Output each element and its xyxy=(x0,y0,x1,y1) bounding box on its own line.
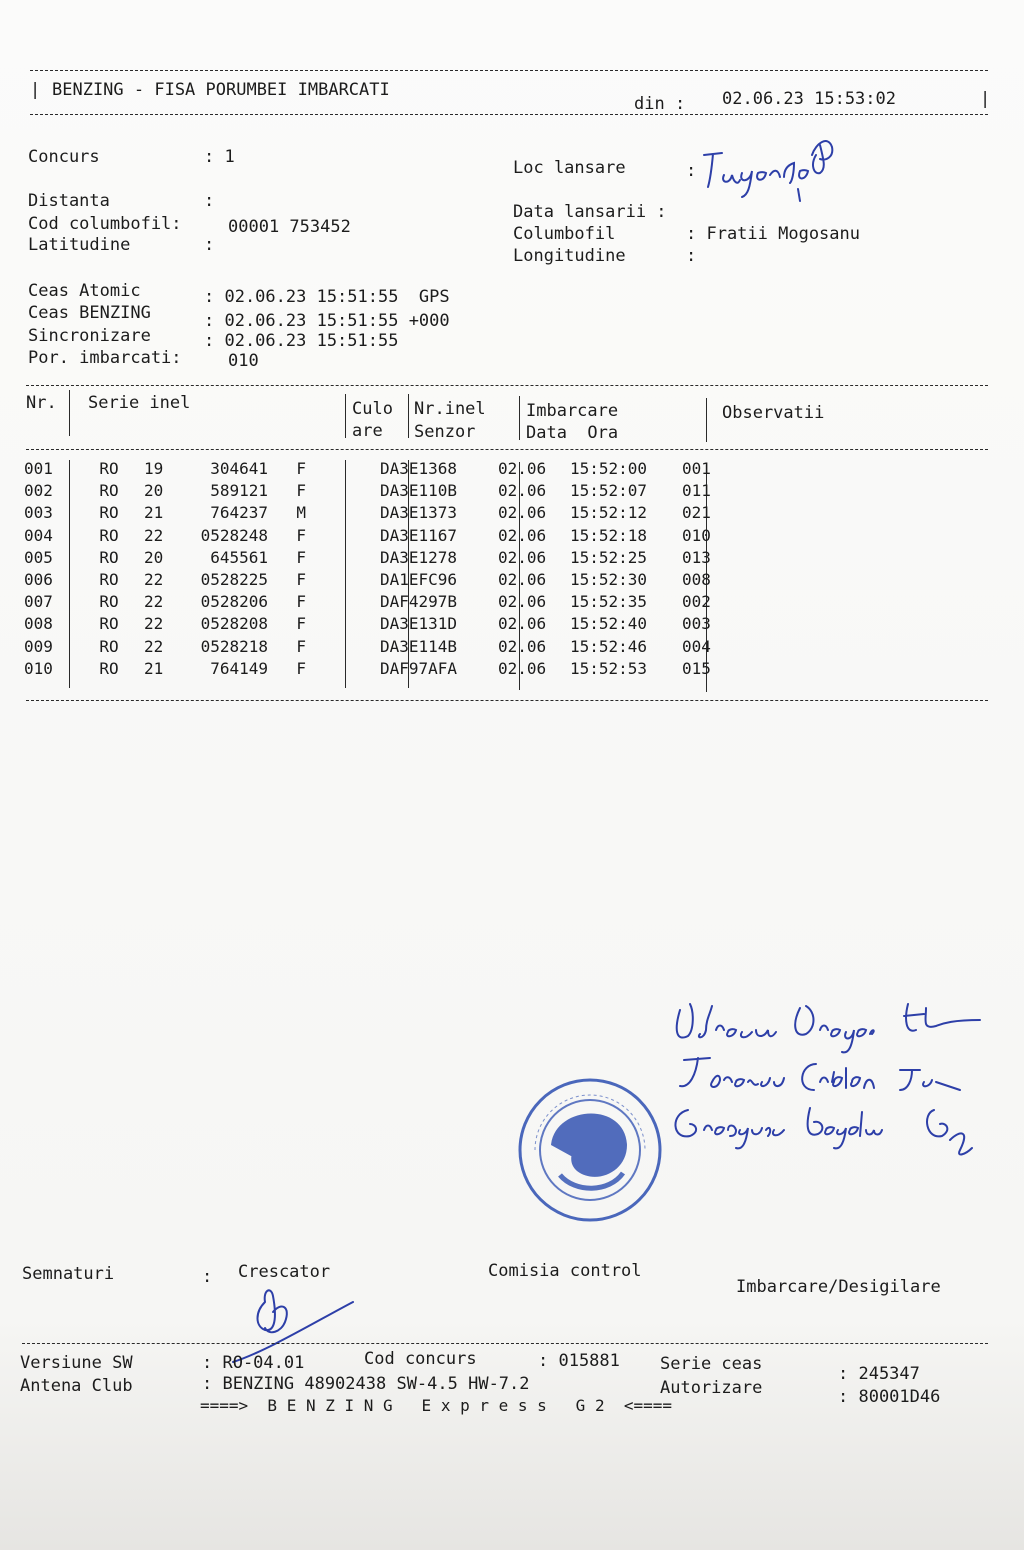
autorizare-value: : 80001D46 xyxy=(838,1387,941,1407)
cell-inel: 645561 xyxy=(210,547,268,567)
cell-senzor: DA3E131D xyxy=(380,614,458,634)
sincronizare-label: Sincronizare xyxy=(28,326,151,346)
cell-data: 02.06 xyxy=(498,614,547,634)
cell-an: 22 xyxy=(144,636,164,656)
cell-tara: RO xyxy=(99,592,119,612)
cell-tara: RO xyxy=(99,481,119,501)
imbarcare-desigilare-label: Imbarcare/Desigilare xyxy=(736,1277,941,1297)
cell-nr: 005 xyxy=(24,547,53,567)
cell-nr: 007 xyxy=(24,592,53,612)
comisia-label: Comisia control xyxy=(488,1261,642,1281)
cell-sex: F xyxy=(296,658,306,678)
cell-an: 22 xyxy=(144,614,164,634)
cell-ora: 15:52:35 xyxy=(570,592,648,612)
concurs-value: : 1 xyxy=(204,147,235,167)
table-top-rule xyxy=(26,385,988,386)
express-banner: ====> B E N Z I N G E x p r e s s G 2 <==== xyxy=(200,1396,673,1415)
cell-culoare xyxy=(306,458,368,480)
col-header-imbarcare: Imbarcare xyxy=(526,401,619,421)
table-row xyxy=(24,636,742,658)
cell-culoare xyxy=(306,480,368,502)
columbofil-label: Columbofil xyxy=(513,224,616,244)
table-row xyxy=(24,547,742,569)
cell-data: 02.06 xyxy=(498,481,547,501)
cell-nr: 001 xyxy=(24,459,53,478)
cell-ora: 15:52:07 xyxy=(570,481,648,501)
cell-inel: 0528225 xyxy=(200,570,268,590)
cell-tara: RO xyxy=(99,503,119,523)
cell-data: 02.06 xyxy=(498,636,547,656)
doc-title: BENZING - FISA PORUMBEI IMBARCATI xyxy=(52,80,390,100)
cell-nr: 009 xyxy=(24,636,53,656)
cell-tara: RO xyxy=(99,570,119,590)
cell-ora: 15:52:00 xyxy=(570,459,648,478)
col-sep-5 xyxy=(706,398,707,442)
cell-senzor: DA3E114B xyxy=(380,636,458,656)
semnaturi-label: Semnaturi xyxy=(22,1264,115,1284)
serie-ceas-label: Serie ceas xyxy=(660,1354,763,1374)
cod-columbofil-label: Cod columbofil: xyxy=(28,214,182,234)
header-bottom-rule xyxy=(30,114,988,115)
col-header-serie: Serie inel xyxy=(88,393,191,413)
club-stamp xyxy=(515,1075,665,1225)
cell-obs: 021 xyxy=(682,503,711,523)
loc-lansare-value: : xyxy=(686,161,697,181)
col-header-culoare-2: are xyxy=(352,421,383,441)
distanta-value: : xyxy=(204,191,215,211)
col-header-nrinel-2: Senzor xyxy=(414,422,476,442)
cell-senzor: DA3E1373 xyxy=(380,503,458,523)
cell-ora: 15:52:18 xyxy=(570,525,648,545)
antena-value: : BENZING 48902438 SW-4.5 HW-7.2 xyxy=(202,1374,530,1394)
cell-sex: M xyxy=(296,503,306,523)
cell-obs: 013 xyxy=(682,547,711,567)
cell-data: 02.06 xyxy=(498,503,547,523)
cell-culoare xyxy=(306,569,368,591)
cell-ora: 15:52:30 xyxy=(570,570,648,590)
cell-senzor: DA1EFC96 xyxy=(380,570,458,590)
header-top-rule xyxy=(30,70,988,71)
cell-nr: 008 xyxy=(24,614,53,634)
cell-an: 20 xyxy=(144,481,164,501)
cell-ora: 15:52:25 xyxy=(570,547,648,567)
cell-ora: 15:52:40 xyxy=(570,614,648,634)
cell-tara: RO xyxy=(99,658,119,678)
cell-inel: 0528218 xyxy=(200,636,268,656)
cell-nr: 010 xyxy=(24,658,53,678)
versiune-label: Versiune SW xyxy=(20,1353,133,1373)
cell-an: 21 xyxy=(144,503,164,523)
col-sep-3 xyxy=(408,394,409,438)
cell-inel: 764149 xyxy=(210,658,268,678)
col-header-culoare-1: Culo xyxy=(352,399,393,419)
cod-concurs-value: : 015881 xyxy=(538,1351,620,1371)
col-header-data-ora: Data Ora xyxy=(526,423,619,443)
header-right-bar: | xyxy=(980,89,991,109)
loc-handwriting xyxy=(698,125,848,205)
table-row xyxy=(24,569,742,591)
pigeon-table xyxy=(24,458,742,680)
table-row xyxy=(24,480,742,502)
cell-sex: F xyxy=(296,481,306,501)
cell-sex: F xyxy=(296,592,306,612)
semnaturi-colon: : xyxy=(202,1267,213,1287)
col-header-nrinel-1: Nr.inel xyxy=(414,399,486,419)
longitudine-label: Longitudine xyxy=(513,246,626,266)
din-label: din : xyxy=(634,94,686,114)
distanta-label: Distanta xyxy=(28,191,110,211)
ceas-benzing-label: Ceas BENZING xyxy=(28,303,151,323)
cell-data: 02.06 xyxy=(498,459,547,478)
cell-ora: 15:52:46 xyxy=(570,636,648,656)
table-row xyxy=(24,525,742,547)
table-bottom-rule xyxy=(26,700,988,701)
table-header-bottom-rule xyxy=(26,449,988,450)
table-row xyxy=(24,613,742,635)
cell-nr: 006 xyxy=(24,570,53,590)
cell-senzor: DA3E1278 xyxy=(380,547,458,567)
cell-obs: 003 xyxy=(682,614,711,634)
cell-sex: F xyxy=(296,614,306,634)
cell-ora: 15:52:12 xyxy=(570,503,648,523)
cell-inel: 304641 xyxy=(210,459,268,478)
cell-data: 02.06 xyxy=(498,592,547,612)
cell-obs: 002 xyxy=(682,592,711,612)
cell-an: 21 xyxy=(144,658,164,678)
cod-concurs-label: Cod concurs xyxy=(364,1349,477,1369)
latitudine-value: : xyxy=(204,235,215,255)
cell-sex: F xyxy=(296,459,306,478)
cell-obs: 004 xyxy=(682,636,711,656)
cell-nr: 004 xyxy=(24,525,53,545)
por-imbarcati-value: 010 xyxy=(228,351,259,371)
header-left-bar: | xyxy=(30,80,41,100)
col-header-observatii: Observatii xyxy=(722,403,825,423)
ceas-benzing-value: : 02.06.23 15:51:55 +000 xyxy=(204,311,450,331)
cell-senzor: DAF97AFA xyxy=(380,658,458,678)
cell-inel: 0528206 xyxy=(200,592,268,612)
ceas-atomic-value: : 02.06.23 15:51:55 GPS xyxy=(204,287,450,307)
cell-tara: RO xyxy=(99,547,119,567)
cell-data: 02.06 xyxy=(498,525,547,545)
col-sep-1 xyxy=(69,390,70,436)
cell-obs: 010 xyxy=(682,525,711,545)
col-sep-2 xyxy=(345,394,346,438)
cell-data: 02.06 xyxy=(498,570,547,590)
cell-culoare xyxy=(306,613,368,635)
concurs-label: Concurs xyxy=(28,147,100,167)
cell-nr: 003 xyxy=(24,503,53,523)
cell-senzor: DAF4297B xyxy=(380,592,458,612)
cell-data: 02.06 xyxy=(498,547,547,567)
loc-lansare-label: Loc lansare xyxy=(513,158,626,178)
columbofil-value: : Fratii Mogosanu xyxy=(686,224,860,244)
ceas-atomic-label: Ceas Atomic xyxy=(28,281,141,301)
cell-culoare xyxy=(306,591,368,613)
cell-culoare xyxy=(306,502,368,524)
cell-obs: 008 xyxy=(682,570,711,590)
serie-ceas-value: : 245347 xyxy=(838,1364,920,1384)
cell-culoare xyxy=(306,636,368,658)
cell-tara: RO xyxy=(99,459,119,478)
antena-label: Antena Club xyxy=(20,1376,133,1396)
col-sep-4 xyxy=(519,396,520,440)
cell-tara: RO xyxy=(99,525,119,545)
cell-an: 19 xyxy=(144,459,164,478)
longitudine-value: : xyxy=(686,246,697,266)
col-header-nr: Nr. xyxy=(26,393,57,413)
cell-an: 22 xyxy=(144,570,164,590)
footer-rule xyxy=(22,1343,988,1344)
crescator-label: Crescator xyxy=(238,1262,331,1282)
por-imbarcati-label: Por. imbarcati: xyxy=(28,348,182,368)
cell-senzor: DA3E1167 xyxy=(380,525,458,545)
cell-inel: 764237 xyxy=(210,503,268,523)
cell-an: 22 xyxy=(144,592,164,612)
cell-an: 20 xyxy=(144,547,164,567)
cell-data: 02.06 xyxy=(498,658,547,678)
table-row xyxy=(24,458,742,480)
table-row xyxy=(24,591,742,613)
cell-sex: F xyxy=(296,525,306,545)
cell-culoare xyxy=(306,547,368,569)
cell-sex: F xyxy=(296,636,306,656)
cell-an: 22 xyxy=(144,525,164,545)
cell-senzor: DA3E110B xyxy=(380,481,458,501)
cell-ora: 15:52:53 xyxy=(570,658,648,678)
cell-inel: 589121 xyxy=(210,481,268,501)
table-row xyxy=(24,658,742,680)
data-lansarii-label: Data lansarii : xyxy=(513,202,667,222)
cell-tara: RO xyxy=(99,614,119,634)
cell-sex: F xyxy=(296,570,306,590)
autorizare-label: Autorizare xyxy=(660,1378,763,1398)
cell-obs: 015 xyxy=(682,658,711,678)
cell-obs: 001 xyxy=(682,459,711,478)
table-row xyxy=(24,502,742,524)
cell-inel: 0528248 xyxy=(200,525,268,545)
latitudine-label: Latitudine xyxy=(28,235,131,255)
cell-inel: 0528208 xyxy=(200,614,268,634)
cell-obs: 011 xyxy=(682,481,711,501)
sincronizare-value: : 02.06.23 15:51:55 xyxy=(204,331,399,351)
cell-tara: RO xyxy=(99,636,119,656)
cell-culoare xyxy=(306,658,368,680)
din-value: 02.06.23 15:53:02 xyxy=(722,89,896,109)
cod-columbofil-value: 00001 753452 xyxy=(228,217,351,237)
cell-senzor: DA3E1368 xyxy=(380,459,458,478)
cell-nr: 002 xyxy=(24,481,53,501)
cell-sex: F xyxy=(296,547,306,567)
cell-culoare xyxy=(306,525,368,547)
commission-signatures xyxy=(660,990,1024,1190)
versiune-value: : RO-04.01 xyxy=(202,1353,305,1373)
